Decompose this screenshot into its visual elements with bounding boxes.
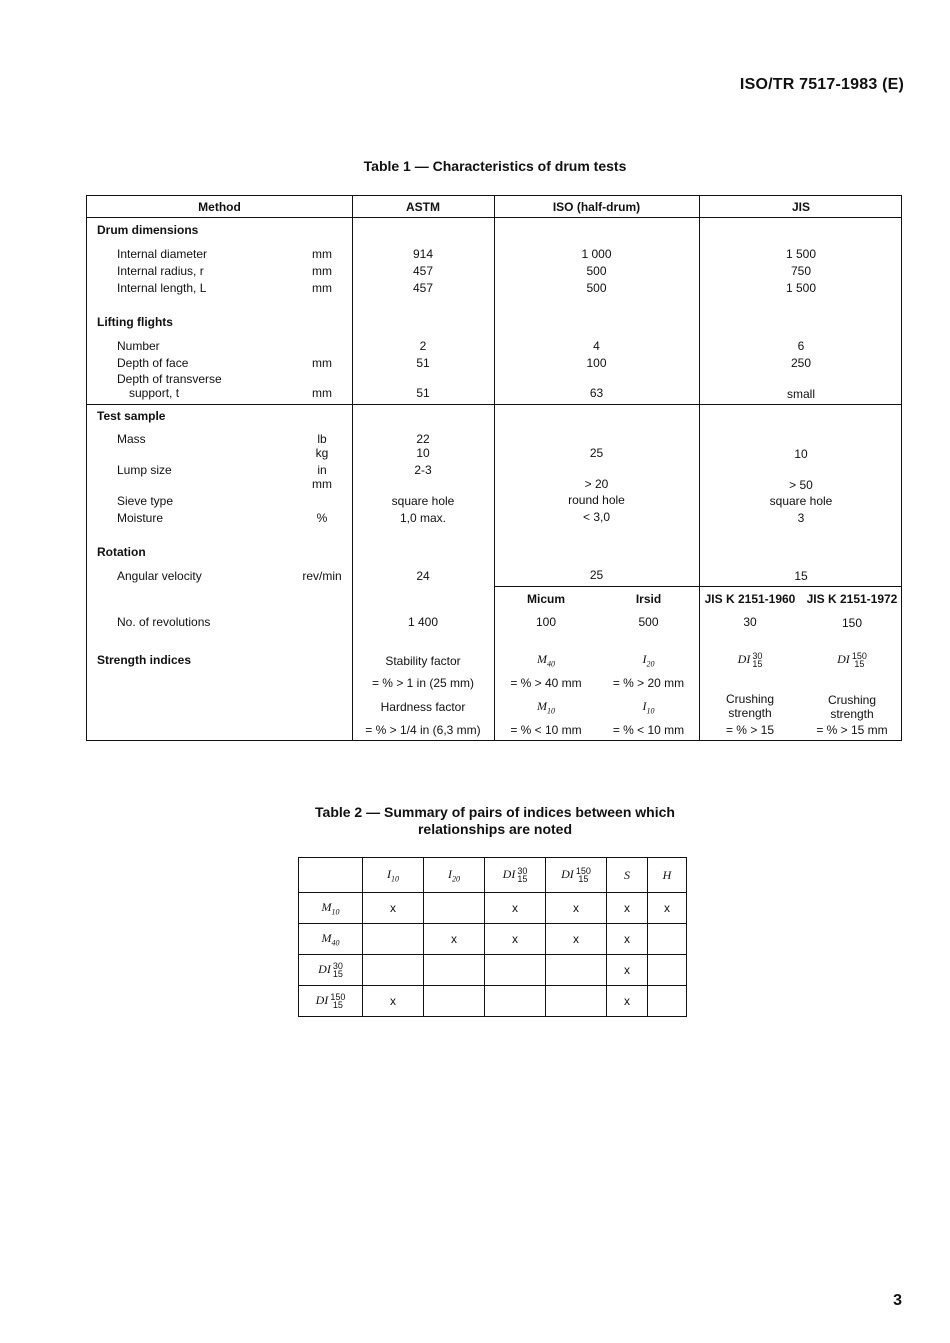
cell-astm: 457 <box>412 264 434 278</box>
crushing-label: Crushing <box>725 692 775 706</box>
empty-cell <box>546 955 607 986</box>
mark: x <box>607 893 648 924</box>
cell-jis: 6 <box>797 339 805 353</box>
table1 <box>86 195 902 741</box>
row-unit: mm <box>312 386 332 400</box>
cell-jis: 3 <box>797 511 805 525</box>
cell-iso: 25 <box>589 568 604 582</box>
table1-title: Table 1 — Characteristics of drum tests <box>363 158 627 174</box>
row-label: Internal length, L <box>117 281 207 295</box>
crushing-def: = % > 15 mm <box>816 723 888 737</box>
row-m40: $M_{40}$ <box>299 924 363 955</box>
row-label: No. of revolutions <box>117 615 211 629</box>
index-i20: $I_{20}$ <box>642 652 655 669</box>
row-m10: $M_{10}$ <box>299 893 363 924</box>
cell-astm: 51 <box>416 356 430 370</box>
mark: x <box>363 986 424 1017</box>
table2-title: Table 2 — Summary of pairs of indices between which <box>315 804 675 820</box>
row-unit: % <box>316 511 328 525</box>
crushing-label: strength <box>728 706 772 720</box>
col-di-150-15: DI 150 15 <box>546 858 607 893</box>
crushing-label: strength <box>830 707 874 721</box>
row-unit: in <box>317 463 327 477</box>
subcol-micum: Micum <box>526 592 565 606</box>
col-s: S <box>607 858 648 893</box>
row-unit: mm <box>312 477 332 491</box>
cell-iso: 1 000 <box>581 247 612 261</box>
table-row <box>299 893 687 924</box>
row-label: Internal radius, r <box>117 264 204 278</box>
row-label: Depth of transverse <box>117 372 222 386</box>
empty-cell <box>424 955 485 986</box>
section-drum: Drum dimensions <box>97 223 199 237</box>
m10-def: = % < 10 mm <box>510 723 582 737</box>
cell-iso: > 20 <box>584 477 609 491</box>
mark: x <box>546 924 607 955</box>
cell-jis: 1 500 <box>785 281 817 295</box>
row-di-150-15: DI 150 15 <box>299 986 363 1017</box>
table2 <box>298 857 687 1017</box>
section-strength: Strength indices <box>97 653 192 667</box>
cell-jis: 750 <box>790 264 812 278</box>
stability-def: = % > 1 in (25 mm) <box>371 676 475 690</box>
col-method: Method <box>198 200 241 214</box>
index-m40: $M_{40}$ <box>537 652 555 669</box>
mark: x <box>485 893 546 924</box>
col-h: H <box>648 858 687 893</box>
mark: x <box>485 924 546 955</box>
crushing-def: = % > 15 <box>725 723 775 737</box>
empty-cell <box>648 986 687 1017</box>
table2-title-line2: relationships are noted <box>417 821 573 837</box>
table2-header-row <box>299 858 687 893</box>
row-label: support, t <box>129 386 180 400</box>
cell-jis-1960: 30 <box>743 615 757 629</box>
document-id: ISO/TR 7517-1983 (E) <box>739 76 904 93</box>
row-unit: mm <box>312 281 332 295</box>
cell-iso: 4 <box>593 339 600 353</box>
mark: x <box>648 893 687 924</box>
empty-cell <box>648 955 687 986</box>
cell-jis: 10 <box>794 447 808 461</box>
table-row <box>299 955 687 986</box>
empty-cell <box>546 986 607 1017</box>
row-unit: mm <box>312 356 332 370</box>
section-lifting: Lifting flights <box>97 315 173 329</box>
row-label: Internal diameter <box>117 247 208 261</box>
cell-iso: round hole <box>568 493 625 507</box>
page-number: 3 <box>893 1292 902 1309</box>
row-unit: mm <box>312 264 332 278</box>
col-i20: $I_{20}$ <box>424 858 485 893</box>
table-row <box>299 924 687 955</box>
cell-irsid: 500 <box>638 615 659 629</box>
cell-iso: 63 <box>589 386 604 400</box>
i10-def: = % < 10 mm <box>612 723 685 737</box>
mark: x <box>607 986 648 1017</box>
section-sample: Test sample <box>97 409 166 423</box>
empty-cell <box>648 924 687 955</box>
mark: x <box>607 924 648 955</box>
row-label: Sieve type <box>117 494 174 508</box>
cell-iso: 500 <box>586 281 607 295</box>
col-di-30-15: DI 30 15 <box>485 858 546 893</box>
corner-cell <box>299 858 363 893</box>
row-di-30-15: DI 30 15 <box>299 955 363 986</box>
mark: x <box>363 893 424 924</box>
row-unit: kg <box>315 446 329 460</box>
cell-jis-1972: 150 <box>841 616 863 630</box>
cell-jis: small <box>786 387 815 401</box>
row-label: Angular velocity <box>117 569 202 583</box>
cell-jis: > 50 <box>789 478 813 492</box>
hardness-def: = % > 1/4 in (6,3 mm) <box>365 723 481 737</box>
cell-astm: 457 <box>412 281 434 295</box>
mark: x <box>424 924 485 955</box>
cell-iso: 100 <box>586 356 607 370</box>
col-iso: ISO (half-drum) <box>552 200 641 214</box>
cell-astm: 1 400 <box>407 615 439 629</box>
cell-micum: 100 <box>535 615 557 629</box>
index-di-30-15: DI 30 15 <box>737 651 763 670</box>
i20-def: = % > 20 mm <box>612 676 685 690</box>
cell-astm: 24 <box>416 569 430 583</box>
empty-cell <box>363 955 424 986</box>
row-label: Number <box>117 339 160 353</box>
index-m10: $M_{10}$ <box>537 699 555 716</box>
col-i10: $I_{10}$ <box>363 858 424 893</box>
subcol-irsid: Irsid <box>635 592 662 606</box>
subcol-jis-1972: JIS K 2151-1972 <box>806 592 898 606</box>
index-di-150-15: DI 150 15 <box>837 651 867 670</box>
crushing-label: Crushing <box>827 693 877 707</box>
cell-iso: < 3,0 <box>582 510 611 524</box>
table-row <box>299 986 687 1017</box>
cell-astm: 2-3 <box>414 463 432 477</box>
hardness-factor: Hardness factor <box>380 700 466 714</box>
cell-iso: 500 <box>586 264 607 278</box>
cell-astm: 2 <box>419 339 427 353</box>
empty-cell <box>424 893 485 924</box>
mark: x <box>546 893 607 924</box>
row-unit: rev/min <box>302 569 342 583</box>
m40-def: = % > 40 mm <box>510 676 582 690</box>
col-jis: JIS <box>791 200 810 214</box>
subcol-jis-1960: JIS K 2151-1960 <box>704 592 796 606</box>
cell-jis: 1 500 <box>785 247 817 261</box>
cell-jis: 15 <box>794 569 808 583</box>
mark: x <box>607 955 648 986</box>
row-unit: lb <box>317 432 327 446</box>
cell-astm: 914 <box>412 247 434 261</box>
section-rotation: Rotation <box>97 545 146 559</box>
row-label: Mass <box>117 432 146 446</box>
cell-jis: square hole <box>769 494 833 508</box>
cell-jis: 250 <box>790 356 812 370</box>
cell-astm: 22 <box>416 432 430 446</box>
cell-astm: 51 <box>416 386 430 400</box>
row-unit: mm <box>312 247 332 261</box>
col-astm: ASTM <box>406 200 440 214</box>
empty-cell <box>424 986 485 1017</box>
empty-cell <box>485 955 546 986</box>
cell-iso: 25 <box>589 446 604 460</box>
cell-astm: 1,0 max. <box>399 511 447 525</box>
empty-cell <box>485 986 546 1017</box>
row-label: Moisture <box>117 511 164 525</box>
cell-astm: 10 <box>416 446 430 460</box>
row-label: Depth of face <box>117 356 189 370</box>
row-label: Lump size <box>117 463 172 477</box>
stability-factor: Stability factor <box>385 654 461 668</box>
cell-astm: square hole <box>391 494 455 508</box>
index-i10: $I_{10}$ <box>642 699 655 716</box>
empty-cell <box>363 924 424 955</box>
